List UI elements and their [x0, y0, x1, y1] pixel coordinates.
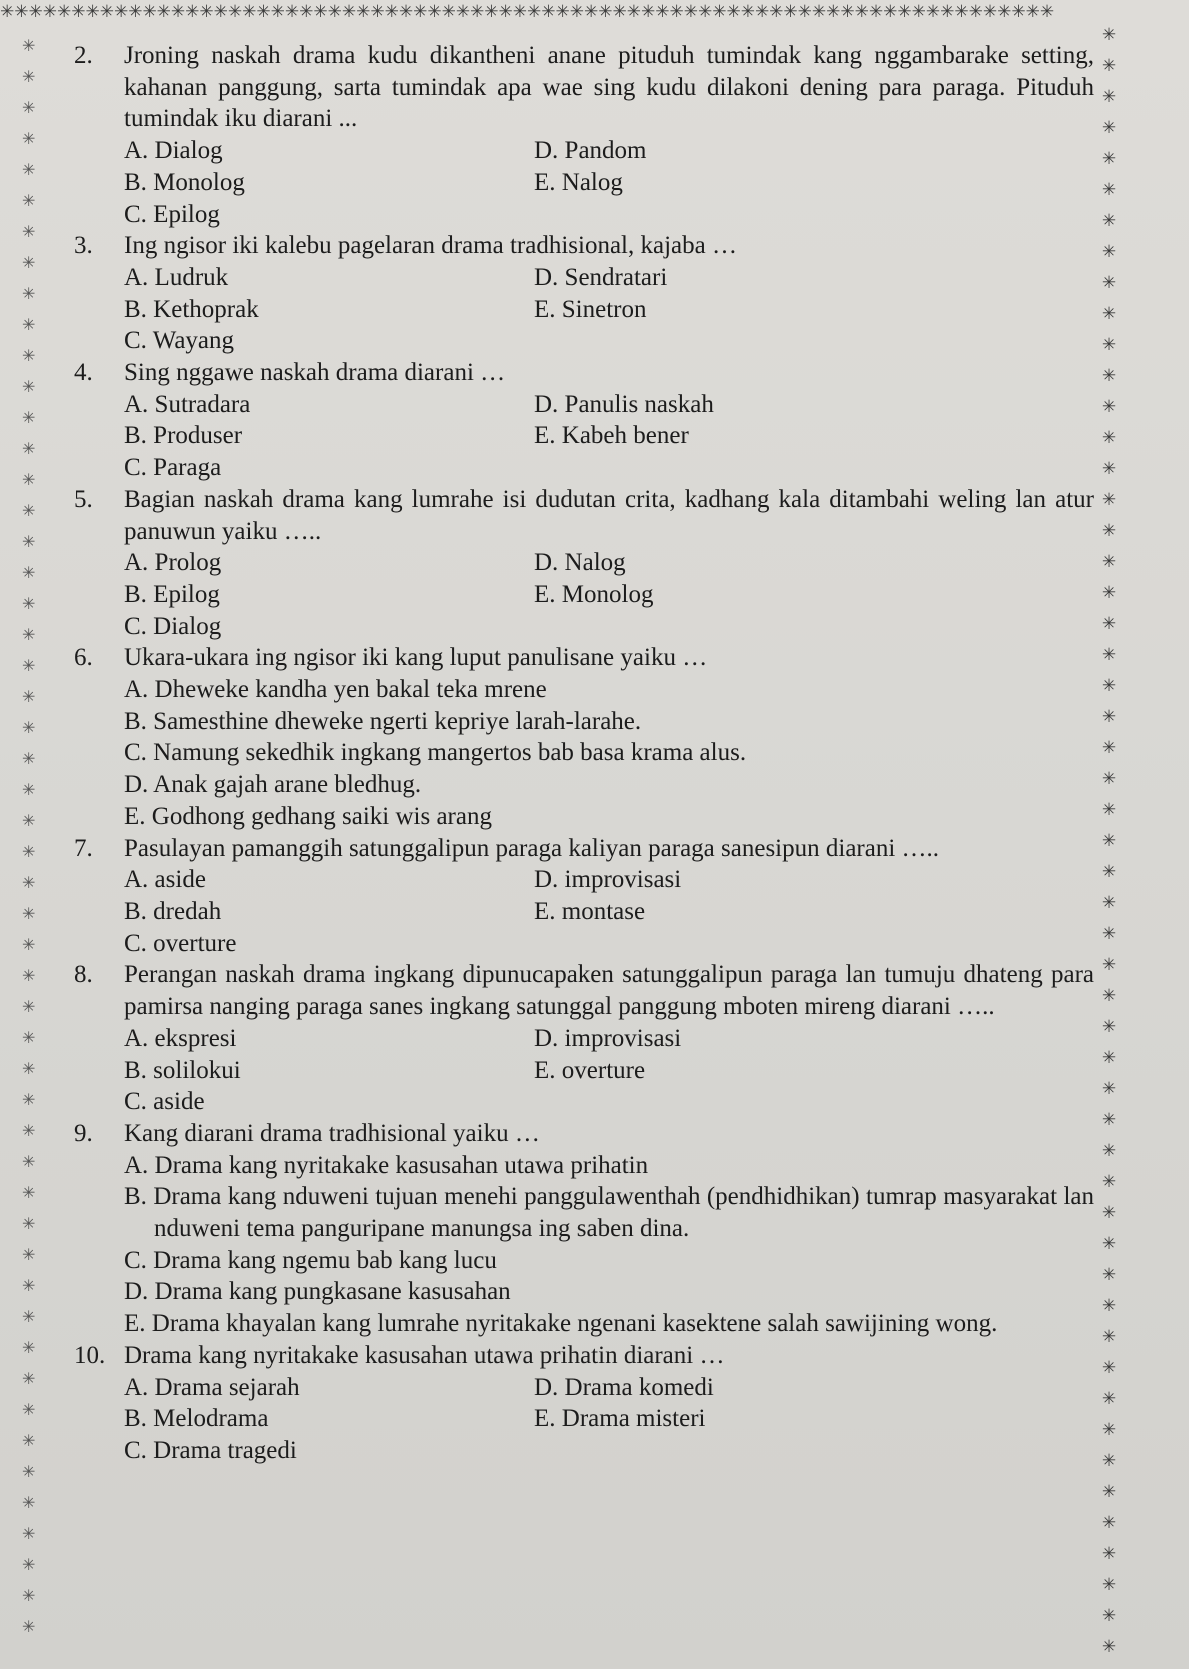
option-b: B. Kethoprak — [124, 295, 259, 323]
question-list — [74, 40, 1104, 1467]
question-6 — [74, 642, 1104, 832]
option-c: C. aside — [124, 1088, 205, 1116]
option-e: E. Kabeh bener — [534, 422, 689, 450]
question-5 — [74, 484, 1104, 643]
option-a: A. Dheweke kandha yen bakal teka mrene — [124, 676, 547, 704]
option-e: E. overture — [534, 1056, 646, 1084]
option-e: E. Monolog — [534, 580, 654, 608]
option-b: B. Monolog — [124, 168, 245, 196]
option-b: B. Melodrama — [124, 1405, 269, 1433]
option-a: A. ekspresi — [124, 1024, 237, 1052]
option-a: A. Prolog — [124, 549, 222, 577]
option-d: D. Nalog — [534, 549, 626, 577]
option-a: A. Dialog — [124, 137, 223, 165]
option-a: A. Drama sejarah — [124, 1373, 300, 1401]
option-c: C. Epilog — [124, 200, 220, 228]
option-e: E. Drama misteri — [534, 1405, 706, 1433]
option-c: C. Wayang — [124, 327, 235, 355]
option-b: B. dredah — [124, 897, 222, 925]
option-e: E. Godhong gedhang saiki wis arang — [124, 802, 492, 830]
question-number: 6. — [74, 644, 93, 672]
option-b: B. Drama kang nduweni tujuan menehi panggulawenthah (pendhidhikan) tumrap masyarakat lan nduweni tema panguripane manungsa ing saben dina. — [124, 1183, 1094, 1243]
question-7 — [74, 833, 1104, 960]
question-text: Ukara-ukara ing ngisor iki kang luput panulisane yaiku … — [124, 644, 708, 672]
option-c: C. Drama kang ngemu bab kang lucu — [124, 1246, 497, 1274]
question-number: 3. — [74, 232, 93, 260]
question-number: 2. — [74, 42, 93, 69]
option-a: A. Drama kang nyritakake kasusahan utawa prihatin — [124, 1151, 649, 1179]
decorative-asterisk-border-right: ✳✳✳✳✳✳✳✳✳✳✳✳✳✳✳✳✳✳✳✳✳✳✳✳✳✳✳✳✳✳✳✳✳✳✳✳✳✳✳✳✳✳✳✳✳✳✳✳✳✳✳✳✳ — [1101, 25, 1117, 1657]
question-text: Perangan naskah drama ingkang dipunucapaken satunggalipun paraga lan tumuju dhateng para pamirsa nanging paraga sanes ingkang satunggal panggung mboten mireng diarani ….. — [124, 961, 1094, 1021]
option-a: A. aside — [124, 866, 206, 894]
option-d: D. Pandom — [534, 137, 647, 165]
question-text: Drama kang nyritakake kasusahan utawa prihatin diarani … — [124, 1341, 725, 1369]
option-b: B. Samesthine dheweke ngerti kepriye larah-larahe. — [124, 707, 642, 735]
option-d: D. Drama kang pungkasane kasusahan — [124, 1278, 511, 1306]
question-3 — [74, 230, 1104, 357]
question-text: Pasulayan pamanggih satunggalipun paraga kaliyan paraga sanesipun diarani ….. — [124, 834, 940, 862]
option-c: C. Dialog — [124, 612, 222, 640]
option-a: A. Sutradara — [124, 390, 251, 418]
option-c: C. Paraga — [124, 454, 222, 482]
question-number: 4. — [74, 359, 93, 387]
option-d: D. Drama komedi — [534, 1373, 714, 1401]
option-e: E. Nalog — [534, 168, 623, 196]
option-c: C. overture — [124, 929, 237, 957]
question-8 — [74, 959, 1104, 1118]
option-d: D. improvisasi — [534, 866, 682, 894]
question-9 — [74, 1118, 1104, 1340]
question-number: 5. — [74, 485, 93, 513]
question-text: Bagian naskah drama kang lumrahe isi dudutan crita, kadhang kala ditambahi weling lan atur panuwun yaiku ….. — [124, 485, 1094, 545]
option-b: B. solilokui — [124, 1056, 241, 1084]
option-d: D. Sendratari — [534, 263, 668, 291]
option-c: C. Drama tragedi — [124, 1436, 297, 1464]
decorative-asterisk-border-left: ✳✳✳✳✳✳✳✳✳✳✳✳✳✳✳✳✳✳✳✳✳✳✳✳✳✳✳✳✳✳✳✳✳✳✳✳✳✳✳✳✳✳✳✳✳✳✳✳✳✳✳✳ — [22, 36, 36, 1636]
question-number: 9. — [74, 1119, 93, 1147]
option-a: A. Ludruk — [124, 263, 229, 291]
question-text: Jroning naskah drama kudu dikantheni anane pituduh tumindak kang nggambarake setting, kahanan panggung, sarta tumindak apa wae sing kudu dilakoni dening para paraga. Pituduh tumindak iku diarani ... — [124, 42, 1094, 133]
option-b: B. Epilog — [124, 580, 220, 608]
option-d: D. Panulis naskah — [534, 390, 714, 418]
question-text: Ing ngisor iki kalebu pagelaran drama tradhisional, kajaba … — [124, 232, 737, 260]
option-c: C. Namung sekedhik ingkang mangertos bab basa krama alus. — [124, 739, 747, 767]
question-text: Sing nggawe naskah drama diarani … — [124, 359, 506, 387]
option-d: D. Anak gajah arane bledhug. — [124, 771, 422, 799]
option-e: E. Drama khayalan kang lumrahe nyritakake ngenani kasektene salah sawijining wong. — [124, 1310, 998, 1338]
question-10 — [74, 1340, 1104, 1467]
decorative-asterisk-border-top: ✳✳✳✳✳✳✳✳✳✳✳✳✳✳✳✳✳✳✳✳✳✳✳✳✳✳✳✳✳✳✳✳✳✳✳✳✳✳✳✳✳✳✳✳✳✳✳✳✳✳✳✳✳✳✳✳✳✳✳✳✳✳✳✳✳✳✳✳✳✳✳✳✳✳ — [0, 2, 1055, 22]
question-2 — [74, 40, 1104, 230]
question-number: 10. — [74, 1341, 106, 1369]
question-number: 7. — [74, 834, 93, 862]
option-b: B. Produser — [124, 422, 243, 450]
option-e: E. Sinetron — [534, 295, 647, 323]
question-text: Kang diarani drama tradhisional yaiku … — [124, 1119, 540, 1147]
question-number: 8. — [74, 961, 93, 989]
question-4 — [74, 357, 1104, 484]
option-d: D. improvisasi — [534, 1024, 682, 1052]
option-e: E. montase — [534, 897, 646, 925]
